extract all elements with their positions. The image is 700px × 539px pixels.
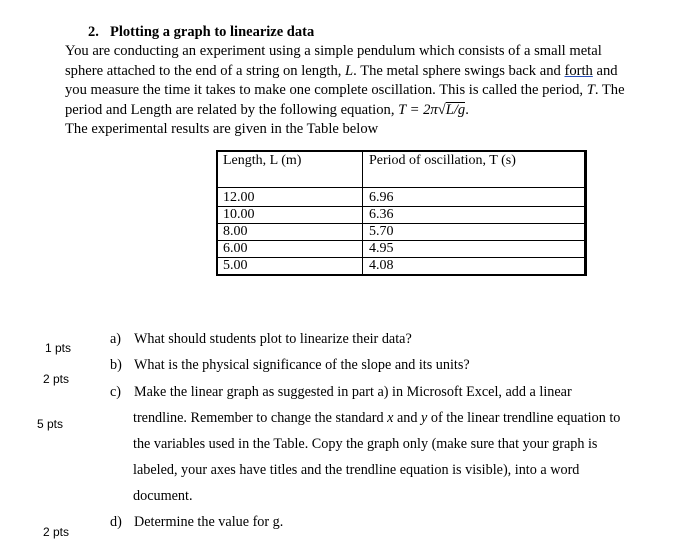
question-c-text: and xyxy=(393,410,422,426)
variable-L: L xyxy=(345,62,354,79)
header-period: Period of oscillation, T (s) xyxy=(363,151,585,188)
table-header-row xyxy=(217,151,585,188)
intro-line-1: You are conducting an experiment using a simple pendulum which consists of a small metal xyxy=(65,43,602,59)
table-row xyxy=(217,188,585,207)
points-label-b: 2 pts xyxy=(43,372,70,386)
intro-line-2 xyxy=(65,62,665,82)
cell-length: 12.00 xyxy=(217,188,363,207)
question-b-label: b) xyxy=(110,357,122,373)
table-row xyxy=(217,241,585,258)
spellcheck-word: forth xyxy=(564,62,593,79)
sqrt-sign: √ xyxy=(437,101,446,118)
intro-paragraph xyxy=(65,42,665,140)
cell-period: 6.96 xyxy=(363,188,585,207)
equation-lhs: T = 2π xyxy=(398,101,438,118)
intro-text: . The metal sphere swings back and xyxy=(353,62,565,79)
data-table xyxy=(216,150,585,275)
cell-length: 5.00 xyxy=(217,258,363,275)
points-label-d: 2 pts xyxy=(43,525,70,539)
intro-text: you measure the time it takes to make one complete oscillation. This is called the period, xyxy=(65,82,587,99)
question-c-text: of the linear trendline equation to xyxy=(427,410,621,426)
intro-text: sphere attached to the end of a string on length, xyxy=(65,62,346,79)
cell-period: 4.95 xyxy=(363,241,585,258)
equation-end: . xyxy=(465,101,469,118)
cell-period: 6.36 xyxy=(363,207,585,224)
section-number: 2. xyxy=(88,24,99,40)
equation-sqrt: L/g xyxy=(445,101,466,118)
table-row xyxy=(217,207,585,224)
header-length: Length, L (m) xyxy=(217,151,363,188)
section-title: Plotting a graph to linearize data xyxy=(110,24,315,40)
table-row xyxy=(217,224,585,241)
intro-line-5: The experimental results are given in the Table below xyxy=(65,121,379,138)
intro-text: and xyxy=(592,62,618,79)
question-c-line-4: labeled, your axes have titles and the trendline equation is visible), into a word xyxy=(133,462,580,478)
question-a-label: a) xyxy=(110,331,122,347)
question-b-text: What is the physical significance of the slope and its units? xyxy=(134,357,470,373)
question-c-line-1: Make the linear graph as suggested in part a) in Microsoft Excel, add a linear xyxy=(134,384,572,400)
intro-text: period and Length are related by the following equation, xyxy=(65,101,399,118)
table-row xyxy=(217,258,585,275)
cell-length: 10.00 xyxy=(217,207,363,224)
question-c-text: trendline. Remember to change the standard xyxy=(133,410,388,426)
question-c-label: c) xyxy=(110,384,122,400)
intro-line-3 xyxy=(65,81,665,101)
cell-period: 4.08 xyxy=(363,258,585,275)
question-a-text: What should students plot to linearize their data? xyxy=(134,331,412,347)
variable-y: y xyxy=(421,410,428,426)
cell-length: 8.00 xyxy=(217,224,363,241)
points-label-c: 5 pts xyxy=(37,417,64,431)
question-c-line-5: document. xyxy=(133,488,193,504)
cell-period: 5.70 xyxy=(363,224,585,241)
intro-line-4 xyxy=(65,101,665,121)
variable-T: T xyxy=(586,82,595,99)
question-d-label: d) xyxy=(110,514,122,530)
intro-text: . The xyxy=(594,82,625,99)
points-label-a: 1 pts xyxy=(45,341,72,355)
question-d-text: Determine the value for g. xyxy=(134,514,284,530)
cell-length: 6.00 xyxy=(217,241,363,258)
question-c-line-3: the variables used in the Table. Copy the graph only (make sure that your graph is xyxy=(133,436,598,452)
question-c-line-2 xyxy=(133,410,620,427)
section-heading xyxy=(88,24,314,41)
variable-x: x xyxy=(387,410,394,426)
